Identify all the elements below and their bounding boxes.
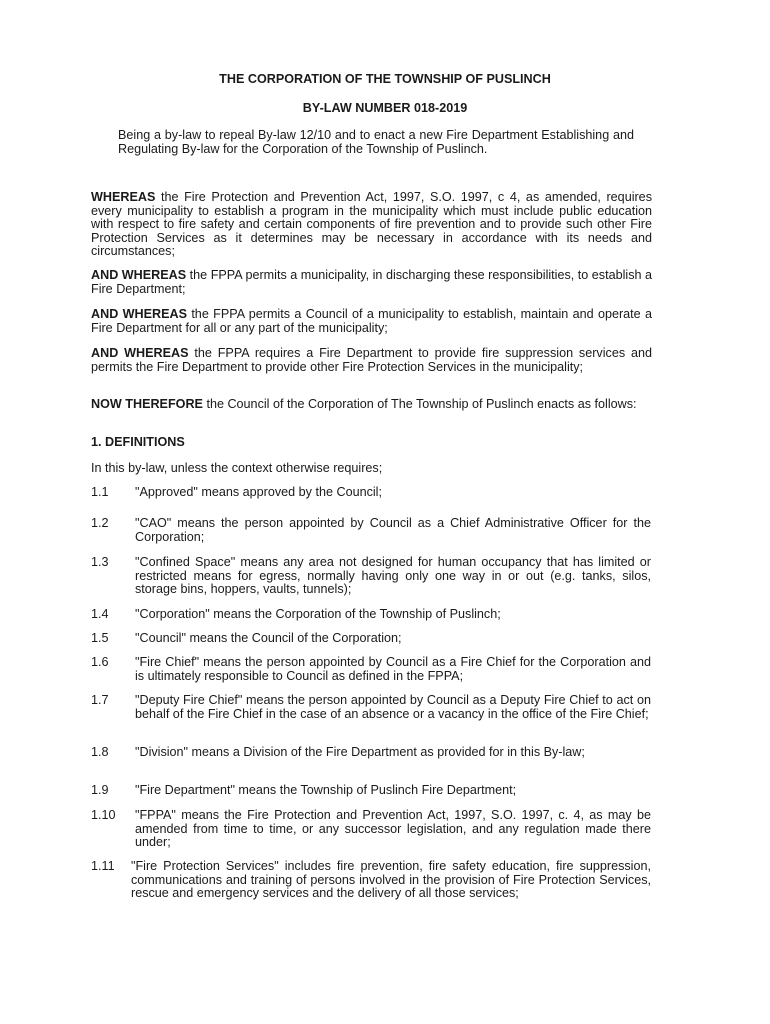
definition-number: 1.5 (91, 631, 109, 645)
definition-number: 1.3 (91, 555, 109, 569)
section-heading: 1. DEFINITIONS (91, 435, 185, 449)
definition-number: 1.2 (91, 516, 109, 530)
definition-number: 1.9 (91, 783, 109, 797)
definition-number: 1.7 (91, 693, 109, 707)
recital-text: the FPPA permits a municipality, in discharging these responsibilities, to establish a Fire Department; (91, 268, 653, 296)
definition-number: 1.1 (91, 485, 109, 499)
definition-text: "Deputy Fire Chief" means the person appointed by Council as a Deputy Fire Chief to act on behalf of the Fire Chief in the case of an absence or a vacancy in the office of the Fire Chief; (135, 693, 651, 721)
definition-text: "Confined Space" means any area not designed for human occupancy that has limited or restricted means for egress, normally having only one way in or out (e.g. tanks, silos, storage bins, hoppers, vaults, tunnels); (135, 555, 651, 597)
recital-lead: AND WHEREAS (91, 346, 189, 360)
definition-text: "FPPA" means the Fire Protection and Prevention Act, 1997, S.O. 1997, c. 4, as may be amended from time to time, or any successor legislation, and any regulation made there under; (135, 808, 651, 850)
section-intro: In this by-law, unless the context otherwise requires; (91, 461, 383, 475)
definition-text: "Division" means a Division of the Fire Department as provided for in this By-law; (135, 745, 585, 759)
corporation-title: THE CORPORATION OF THE TOWNSHIP OF PUSLINCH (219, 72, 551, 86)
recital-4 (91, 347, 652, 374)
definition-number: 1.10 (91, 808, 116, 822)
definition-text: "Approved" means approved by the Council; (135, 485, 382, 499)
bylaw-purpose: Being a by-law to repeal By-law 12/10 and to enact a new Fire Department Establishing and Regulating By-law for the Corporation of the Township of Puslinch. (118, 128, 634, 156)
definition-text: "Fire Protection Services" includes fire prevention, fire safety education, fire suppression, communications and training of persons involved in the provision of Fire Protection Services, rescue and emergency services and the delivery of all those services; (131, 859, 651, 901)
recital-text: the FPPA permits a Council of a municipality to establish, maintain and operate a Fire Department for all or any part of the municipality; (91, 307, 652, 335)
recital-lead: WHEREAS (91, 190, 156, 204)
definition-text: "Corporation" means the Corporation of the Township of Puslinch; (135, 607, 501, 621)
definition-number: 1.6 (91, 655, 109, 669)
definition-number: 1.11 (91, 859, 115, 873)
bylaw-number: BY-LAW NUMBER 018-2019 (302, 101, 468, 115)
definition-text: "Fire Department" means the Township of Puslinch Fire Department; (135, 783, 517, 797)
definition-text: "CAO" means the person appointed by Council as a Chief Administrative Officer for the Corporation; (135, 516, 651, 544)
recital-lead: AND WHEREAS (91, 268, 187, 282)
recital-2 (91, 269, 652, 296)
definition-text: "Fire Chief" means the person appointed by Council as a Fire Chief for the Corporation and is ultimately responsible to Council as defined in the FPPA; (135, 655, 651, 683)
recital-1 (91, 191, 652, 259)
definition-text: "Council" means the Council of the Corporation; (135, 631, 402, 645)
recital-lead: NOW THEREFORE (91, 397, 203, 411)
recital-text: the FPPA requires a Fire Department to provide fire suppression services and permits the Fire Department to provide other Fire Protection Services in the municipality; (91, 346, 652, 374)
recital-lead: AND WHEREAS (91, 307, 187, 321)
definition-number: 1.8 (91, 745, 109, 759)
recital-text: the Council of the Corporation of The Township of Puslinch enacts as follows: (202, 397, 637, 411)
definition-number: 1.4 (91, 607, 109, 621)
recital-text: the Fire Protection and Prevention Act, 1997, S.O. 1997, c 4, as amended, requires every municipality to establish a program in the municipality which must include public education with respect to fire safety and certain components of fire prevention and to provide such other Fire Protection Services as it determines may be necessary in accordance with its needs and circumstances; (91, 190, 652, 259)
recital-enacting (91, 398, 652, 412)
recital-3 (91, 308, 652, 335)
